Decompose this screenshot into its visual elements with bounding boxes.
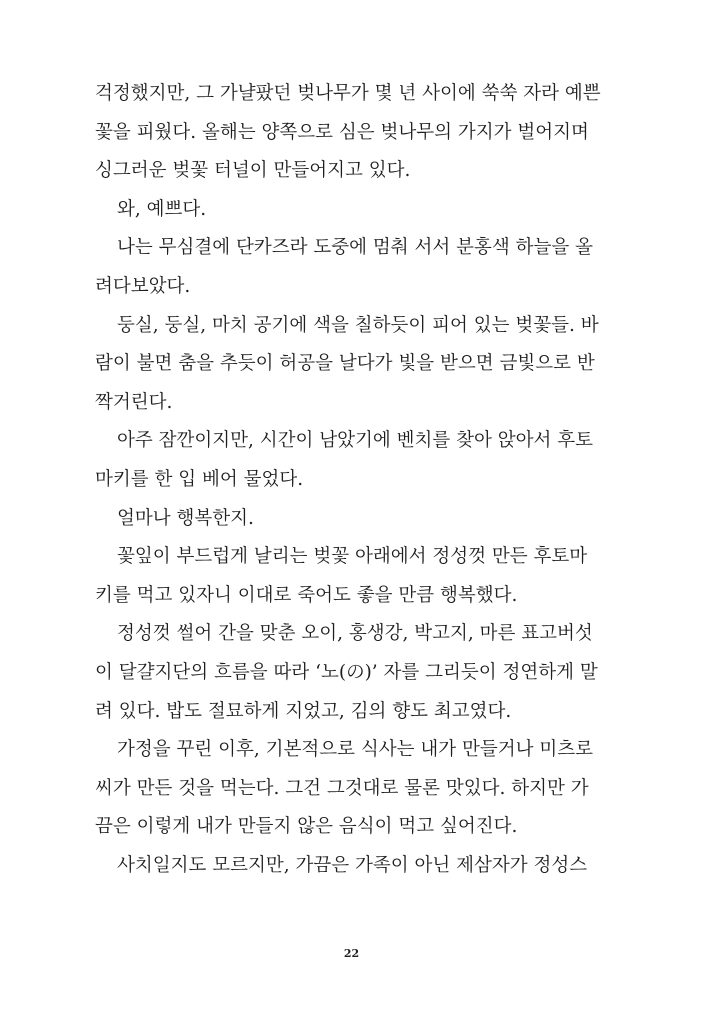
paragraph — [95, 538, 588, 615]
page-number: 22 — [343, 947, 360, 960]
text-line: 둥실, 둥실, 마치 공기에 색을 칠하듯이 피어 있는 벚꽃들. 바 — [117, 314, 599, 336]
text-line: 씨가 만든 것을 먹는다. 그건 그것대로 물론 맛있다. 하지만 가 — [95, 777, 589, 799]
text-line: 이 달걀지단의 흐름을 따라 ‘노(の)’ 자를 그리듯이 정연하게 말 — [95, 661, 598, 683]
body-text — [95, 75, 601, 885]
text-line: 와, 예쁘다. — [117, 198, 207, 220]
text-line: 려다보았다. — [95, 275, 191, 297]
text-line: 짝거린다. — [95, 391, 173, 413]
text-line: 얼마나 행복한지. — [117, 507, 254, 529]
paragraph — [95, 307, 599, 423]
text-line: 사치일지도 모르지만, 가끔은 가족이 아닌 제삼자가 정성스 — [117, 854, 588, 876]
paragraph — [95, 731, 593, 847]
text-line: 꽃을 피웠다. 올해는 양쪽으로 심은 벚나무의 가지가 벌어지며 — [95, 121, 589, 143]
text-line: 가정을 꾸린 이후, 기본적으로 식사는 내가 만들거나 미츠로 — [117, 739, 593, 761]
text-line: 정성껏 썰어 간을 맞춘 오이, 홍생강, 박고지, 마른 표고버섯 — [117, 623, 593, 645]
paragraph — [95, 847, 588, 886]
text-line: 키를 먹고 있자니 이대로 죽어도 좋을 만큼 행복했다. — [95, 584, 518, 606]
text-line: 끔은 이렇게 내가 만들지 않은 음식이 먹고 싶어진다. — [95, 816, 518, 838]
paragraph — [95, 422, 593, 499]
text-line: 마키를 한 입 베어 물었다. — [95, 468, 304, 490]
text-line: 꽃잎이 부드럽게 날리는 벚꽃 아래에서 정성껏 만든 후토마 — [117, 546, 588, 568]
paragraph — [95, 75, 601, 191]
text-line: 람이 불면 춤을 추듯이 허공을 날다가 빛을 받으면 금빛으로 반 — [95, 353, 595, 375]
text-line: 싱그러운 벚꽃 터널이 만들어지고 있다. — [95, 160, 411, 182]
text-line: 나는 무심결에 단카즈라 도중에 멈춰 서서 분홍색 하늘을 올 — [117, 237, 593, 259]
text-line: 려 있다. 밥도 절묘하게 지었고, 김의 향도 최고였다. — [95, 700, 512, 722]
paragraph — [95, 191, 581, 230]
paragraph — [95, 500, 581, 539]
text-line: 아주 잠깐이지만, 시간이 남았기에 벤치를 찾아 앉아서 후토 — [117, 430, 593, 452]
paragraph — [95, 229, 593, 306]
text-line: 걱정했지만, 그 가냘팠던 벚나무가 몇 년 사이에 쑥쑥 자라 예쁜 — [95, 83, 601, 104]
paragraph — [95, 615, 598, 731]
